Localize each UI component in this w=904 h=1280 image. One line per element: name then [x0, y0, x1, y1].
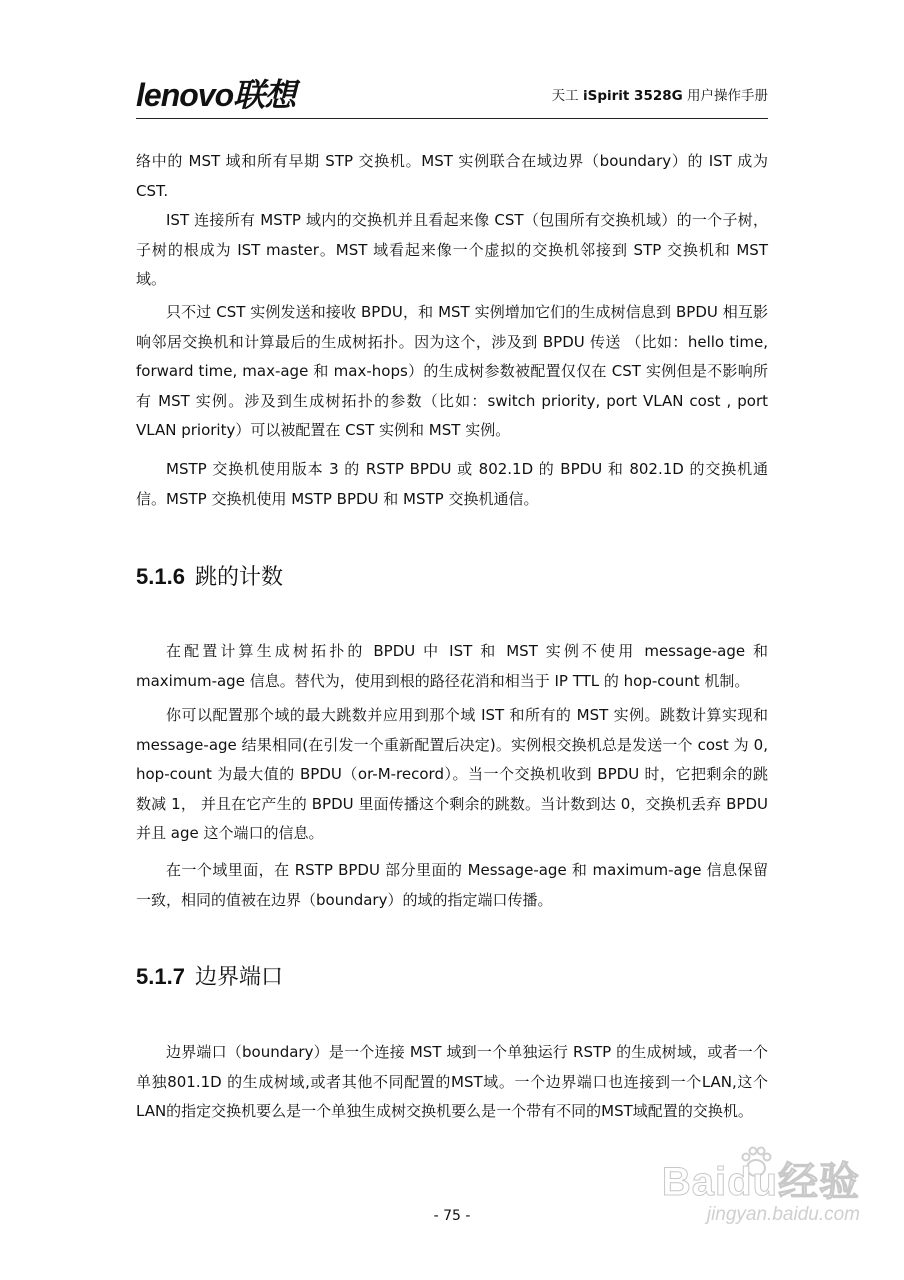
paragraph: 只不过 CST 实例发送和接收 BPDU，和 MST 实例增加它们的生成树信息到 BPDU 相互影响邻居交换机和计算最后的生成树拓扑。因为这个，涉及到 BPDU 传送 （比如：hello time, forward time, max-age 和 max-hops）的生成树参数被配置仅仅在 CST 实例但是不影响所有 MST 实例。涉及到生成树拓扑的参数（比如：switch priority, port VLAN cost , port VLAN priority）可以被配置在 CST 实例和 MST 实例。 [136, 303, 768, 439]
doc-title-prefix: 天工 [551, 88, 583, 104]
baidu-watermark [660, 1150, 860, 1250]
doc-title-product: iSpirit 3528G [582, 88, 683, 104]
paragraph: MSTP 交换机使用版本 3 的 RSTP BPDU 或 802.1D 的 BPDU 和 802.1D 的交换机通信。MSTP 交换机使用 MSTP BPDU 和 MSTP 交换机通信。 [136, 460, 768, 508]
page-header [136, 72, 768, 119]
document-title [552, 84, 768, 104]
paragraph: 在一个域里面，在 RSTP BPDU 部分里面的 Message-age 和 maximum-age 信息保留一致，相同的值被在边界（boundary）的域的指定端口传播。 [136, 861, 768, 909]
paragraph: 你可以配置那个域的最大跳数并应用到那个域 IST 和所有的 MST 实例。跳数计算实现和 message-age 结果相同(在引发一个重新配置后决定)。实例根交换机总是发送一个 cost 为 0, hop-count 为最大值的 BPDU（or-M-record）。当一个交换机收到 BPDU 时，它把剩余的跳数减 1， 并且在它产生的 BPDU 里面传播这个剩余的跳数。当计数到达 0，交换机丢弃 BPDU 并且 age 这个端口的信息。 [136, 706, 768, 842]
paragraph: 络中的 MST 域和所有早期 STP 交换机。MST 实例联合在域边界（boundary）的 IST 成为 CST. [136, 152, 768, 200]
section-title: 边界端口 [194, 965, 283, 990]
section-number: 5.1.6 [136, 564, 185, 589]
section-heading-5-1-7 [136, 960, 283, 991]
paragraph: 在配置计算生成树拓扑的 BPDU 中 IST 和 MST 实例不使用 message-age 和 maximum-age 信息。替代为，使用到根的路径花消和相当于 IP TTL 的 hop-count 机制。 [136, 642, 768, 690]
section-number: 5.1.7 [136, 964, 185, 989]
watermark-brand: Baidu经验 [661, 1160, 860, 1204]
paragraph: 边界端口（boundary）是一个连接 MST 域到一个单独运行 RSTP 的生成树域，或者一个单独801.1D 的生成树域,或者其他不同配置的MST域。一个边界端口也连接到一个LAN,这个LAN的指定交换机要么是一个单独生成树交换机要么是一个带有不同的MST域配置的交换机。 [136, 1043, 768, 1120]
doc-title-suffix: 用户操作手册 [682, 88, 768, 104]
page-number: - 75 - [433, 1208, 471, 1224]
watermark-url: jingyan.baidu.com [706, 1204, 860, 1225]
lenovo-logo: lenovo联想 [136, 77, 296, 113]
paragraph: IST 连接所有 MSTP 域内的交换机并且看起来像 CST（包围所有交换机域）的一个子树，子树的根成为 IST master。MST 域看起来像一个虚拟的交换机邻接到 STP 交换机和 MST 域。 [136, 211, 768, 288]
section-heading-5-1-6 [136, 560, 283, 591]
section-title: 跳的计数 [194, 565, 283, 590]
